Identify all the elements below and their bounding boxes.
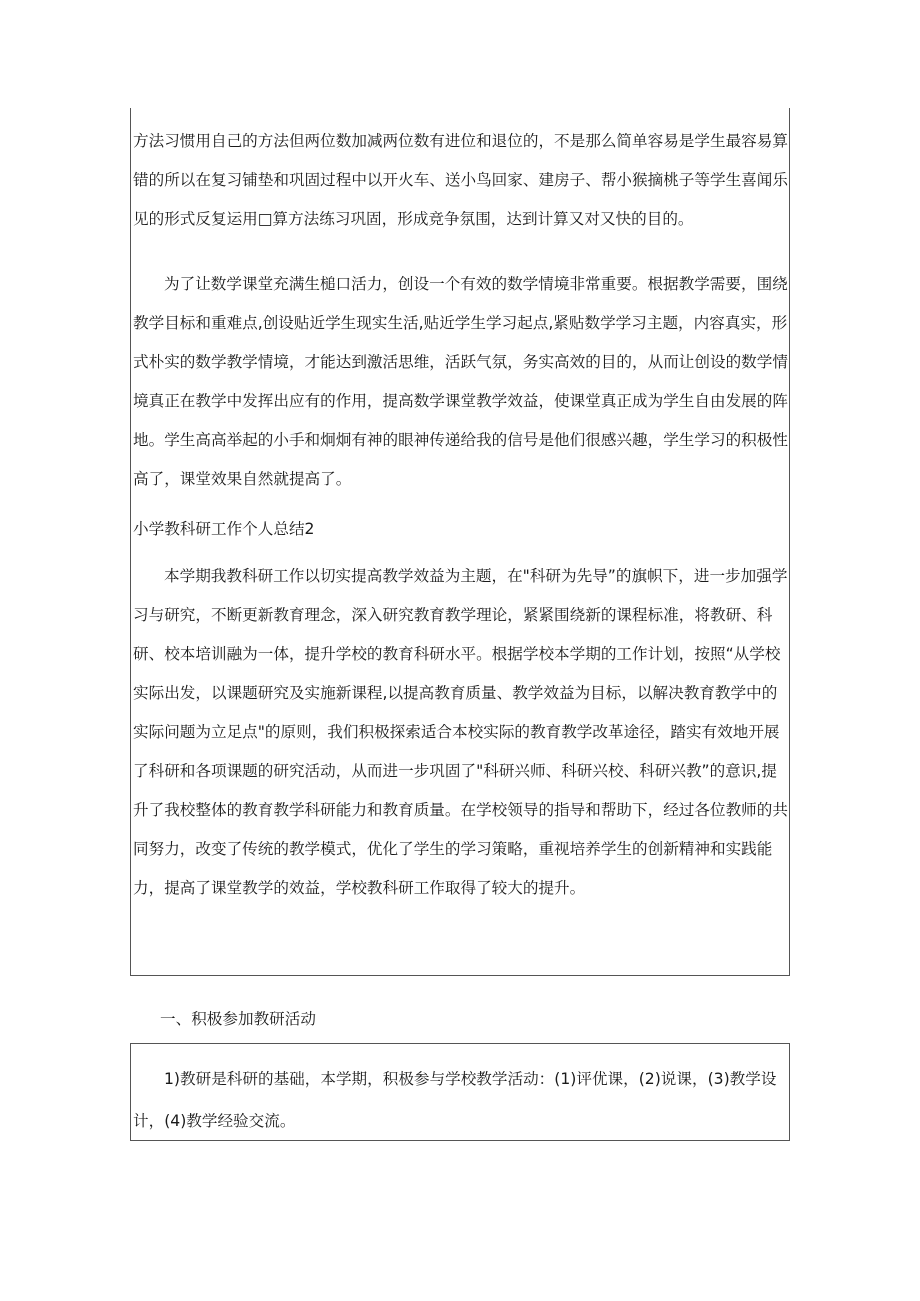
summary-heading: 小学教科研工作个人总结2 xyxy=(133,520,315,538)
paragraph-math-situation: 为了让数学课堂充满生槌口活力，创设一个有效的数学情境非常重要。根据教学需要，围绕教学目标和重难点,创设贴近学生现实生活,贴近学生学习起点,紧贴数学学习主题，内容真实，形式朴实的数学教学情境，才能达到激活思维，活跃气氛，务实高效的目的，从而让创设的数学情境真正在教学中发挥出应有的作用，提高数学课堂教学效益，使课堂真正成为学生自由发展的阵地。学生高高举起的小手和炯炯有神的眼神传递给我的信号是他们很感兴趣，学生学习的积极性高了，课堂效果自然就提高了。 xyxy=(133,275,788,488)
paragraph-teaching-activities: 1)教研是科研的基础，本学期，积极参与学校教学活动：(1)评优课，(2)说课，(3)教学设计，(4)教学经验交流。 xyxy=(133,1070,777,1130)
paragraph-calculation-practice: 方法习惯用自己的方法但两位数加减两位数有进位和退位的，不是那么简单容易是学生最容易算错的所以在复习铺垫和巩固过程中以开火车、送小鸟回家、建房子、帮小猴摘桃子等学生喜闻乐见的形式反复运用□算方法练习巩固，形成竞争氛围，达到计算又对又快的目的。 xyxy=(133,132,788,228)
paragraph-research-summary: 本学期我教科研工作以切实提高教学效益为主题，在"科研为先导”的旗帜下，进一步加强学习与研究，不断更新教育理念，深入研究教育教学理论，紧紧围绕新的课程标准，将教研、科研、校本培训融为一体，提升学校的教育科研水平。根据学校本学期的工作计划，按照“从学校实际出发，以课题研究及实施新课程,以提高教育质量、教学效益为目标，以解决教育教学中的实际问题为立足点"的原则，我们积极探索适合本校实际的教育教学改革途径，踏实有效地开展了科研和各项课题的研究活动，从而进一步巩固了"科研兴师、科研兴校、科研兴教”的意识,提升了我校整体的教育教学科研能力和教育质量。在学校领导的指导和帮助下，经过各位教师的共同努力，改变了传统的教学模式，优化了学生的学习策略，重视培养学生的创新精神和实践能力，提高了课堂教学的效益，学校教科研工作取得了较大的提升。 xyxy=(133,567,788,897)
section-title-research-activities: 一、积极参加教研活动 xyxy=(160,1010,316,1028)
